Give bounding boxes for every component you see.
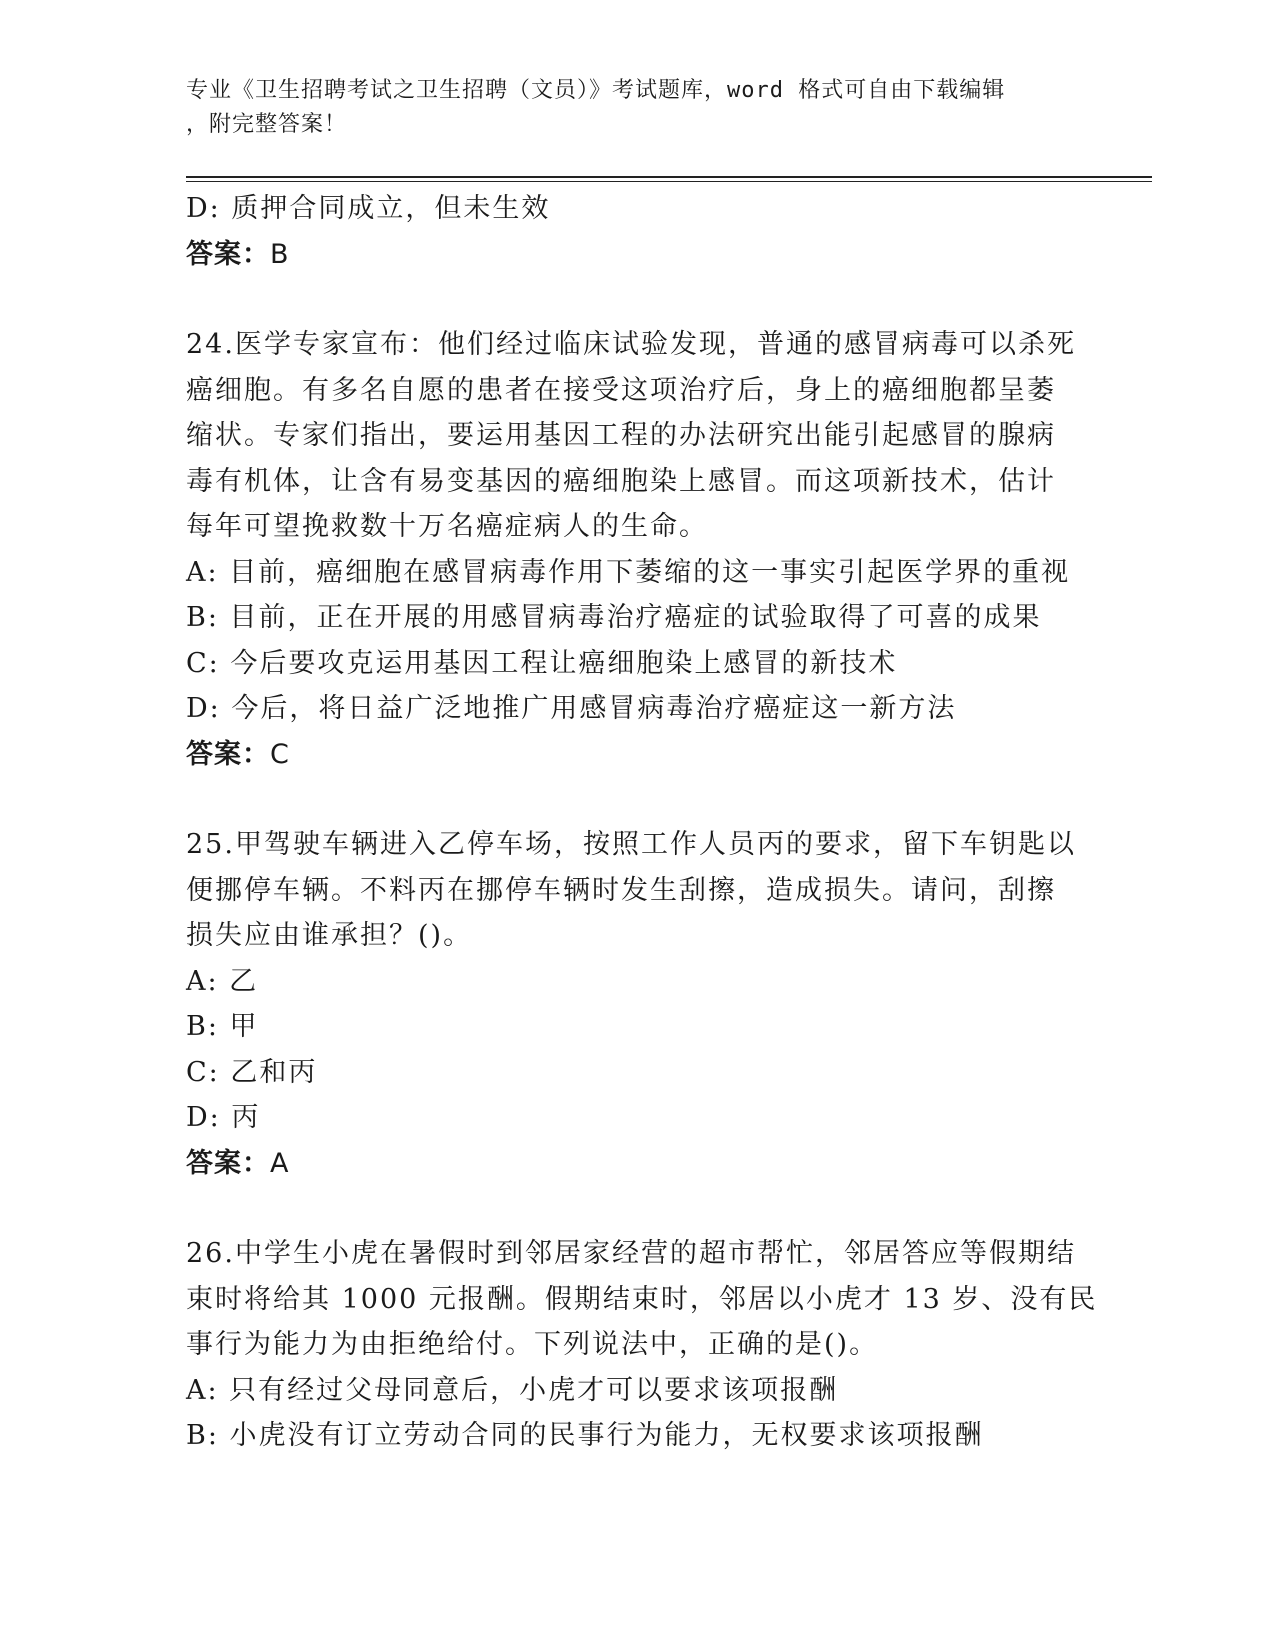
question-26 (186, 1231, 1098, 1459)
option-a: A: 只有经过父母同意后，小虎才可以要求该项报酬 (186, 1374, 839, 1406)
question-stem-line: 26.中学生小虎在暑假时到邻居家经营的超市帮忙，邻居答应等假期结 (186, 1238, 1076, 1269)
answer-value: B (270, 238, 289, 270)
question-stem-line: 癌细胞。有多名自愿的患者在接受这项治疗后，身上的癌细胞都呈萎 (186, 374, 1056, 406)
option-c: C: 乙和丙 (186, 1056, 318, 1088)
answer-value: A (270, 1147, 289, 1179)
question-stem-line: 损失应由谁承担？()。 (186, 920, 473, 951)
answer-line (186, 232, 1086, 278)
option-b: B: 甲 (186, 1011, 259, 1042)
question-stem-line: 25.甲驾驶车辆进入乙停车场，按照工作人员丙的要求，留下车钥匙以 (186, 829, 1076, 860)
question-stem-line: 事行为能力为由拒绝给付。下列说法中，正确的是()。 (186, 1329, 879, 1360)
question-list (186, 186, 1098, 1459)
option-a: A: 目前，癌细胞在感冒病毒作用下萎缩的这一事实引起医学界的重视 (186, 556, 1071, 588)
spacer (186, 1186, 1086, 1231)
question-stem-line: 每年可望挽救数十万名癌症病人的生命。 (186, 511, 708, 542)
answer-label: 答案： (186, 1147, 270, 1179)
header-rule-thick (186, 176, 1152, 178)
document-header (186, 74, 1066, 142)
answer-line (186, 732, 1086, 778)
header-line-2: ，附完整答案！ (186, 112, 348, 137)
spacer (186, 277, 1086, 322)
option-b: B: 目前，正在开展的用感冒病毒治疗癌症的试验取得了可喜的成果 (186, 602, 1042, 633)
question-stem-line: 束时将给其 1000 元报酬。假期结束时，邻居以小虎才 13 岁、没有民 (186, 1283, 1098, 1315)
question-stem-line: 缩状。专家们指出，要运用基因工程的办法研究出能引起感冒的腺病 (186, 420, 1056, 451)
question-stem-line: 便挪停车辆。不料丙在挪停车辆时发生刮擦，造成损失。请问，刮擦 (186, 874, 1056, 906)
answer-label: 答案： (186, 738, 270, 770)
header-rule-thin (186, 181, 1152, 182)
question-23 (186, 186, 1086, 277)
answer-label: 答案： (186, 238, 270, 270)
option-d: D: 质押合同成立，但未生效 (186, 193, 551, 224)
option-a: A: 乙 (186, 965, 259, 997)
question-stem-line: 毒有机体，让含有易变基因的癌细胞染上感冒。而这项新技术，估计 (186, 465, 1056, 497)
option-d: D: 丙 (186, 1102, 261, 1133)
option-b: B: 小虎没有订立劳动合同的民事行为能力，无权要求该项报酬 (186, 1420, 984, 1451)
question-stem-line: 24.医学专家宣布：他们经过临床试验发现，普通的感冒病毒可以杀死 (186, 329, 1076, 360)
answer-line (186, 1141, 1086, 1187)
spacer (186, 777, 1086, 822)
header-line-1: 专业《卫生招聘考试之卫生招聘（文员）》考试题库，word 格式可自由下载编辑 (186, 78, 1006, 103)
option-c: C: 今后要攻克运用基因工程让癌细胞染上感冒的新技术 (186, 647, 898, 679)
question-24 (186, 322, 1086, 777)
answer-value: C (270, 738, 289, 770)
question-25 (186, 822, 1086, 1186)
option-d: D: 今后，将日益广泛地推广用感冒病毒治疗癌症这一新方法 (186, 693, 957, 724)
